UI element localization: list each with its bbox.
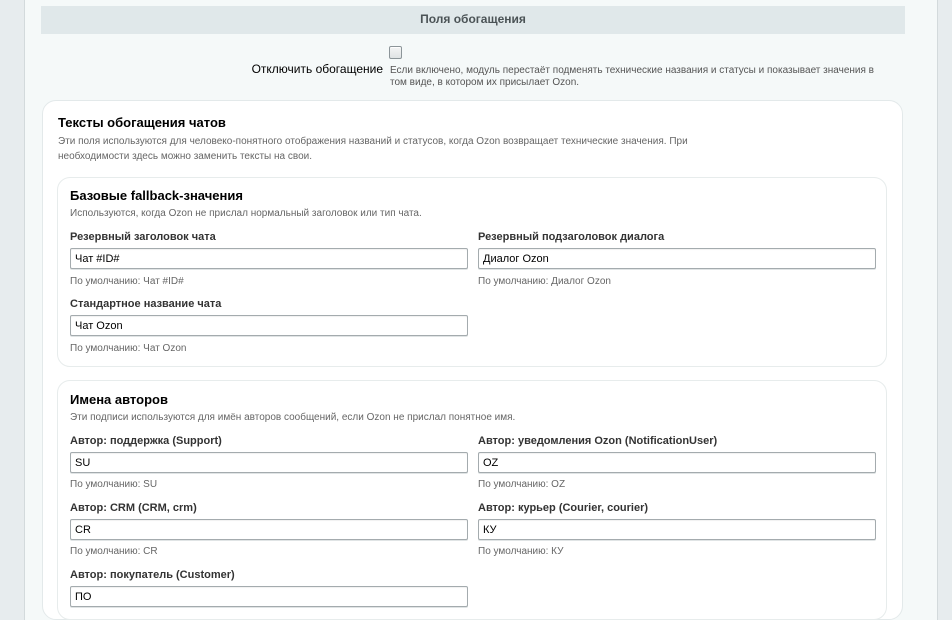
default-chat-name-label: Стандартное название чата [70,298,222,310]
author-courier-label: Автор: курьер (Courier, courier) [478,502,649,514]
fallback-dialog-subtitle-default: По умолчанию: Диалог Ozon [478,276,611,287]
disable-enrichment-label: Отключить обогащение [251,62,383,76]
author-notification-label: Автор: уведомления Ozon (NotificationUser) [478,435,718,447]
fallback-panel-description: Используются, когда Ozon не прислал нормальный заголовок или тип чата. [70,208,422,219]
fallback-chat-title-label: Резервный заголовок чата [70,231,216,243]
author-customer-input[interactable] [70,586,468,607]
author-support-label: Автор: поддержка (Support) [70,435,222,447]
section-header: Поля обогащения [41,6,905,34]
author-notification-input[interactable] [478,452,876,473]
fallback-values-panel [57,177,887,367]
card-title: Тексты обогащения чатов [58,115,226,130]
fallback-dialog-subtitle-input[interactable] [478,248,876,269]
fallback-dialog-subtitle-label: Резервный подзаголовок диалога [478,231,665,243]
author-notification-default: По умолчанию: OZ [478,479,566,490]
fallback-chat-title-default: По умолчанию: Чат #ID# [70,276,184,287]
fallback-panel-title: Базовые fallback-значения [70,188,243,203]
author-names-description: Эти подписи используются для имён авторов сообщений, если Ozon не прислал понятное имя. [70,412,516,423]
author-names-title: Имена авторов [70,392,168,407]
fallback-chat-title-input[interactable] [70,248,468,269]
default-chat-name-input[interactable] [70,315,468,336]
author-courier-input[interactable] [478,519,876,540]
card-description: Эти поля используются для человеко-понятного отображения названий и статусов, когда Ozon возвращает технические значения. При необходимости здесь можно заменить тексты на свои. [58,136,688,162]
author-crm-default: По умолчанию: CR [70,546,158,557]
author-courier-default: По умолчанию: КУ [478,546,564,557]
default-chat-name-default: По умолчанию: Чат Ozon [70,343,187,354]
author-customer-label: Автор: покупатель (Customer) [70,569,235,581]
author-support-default: По умолчанию: SU [70,479,158,490]
author-support-input[interactable] [70,452,468,473]
disable-enrichment-hint: Если включено, модуль перестаёт подменять технические названия и статусы и показывает значения в том виде, в котором их присылает Ozon. [390,65,874,88]
disable-enrichment-checkbox[interactable] [389,46,402,59]
author-crm-label: Автор: CRM (CRM, crm) [70,502,197,514]
author-crm-input[interactable] [70,519,468,540]
